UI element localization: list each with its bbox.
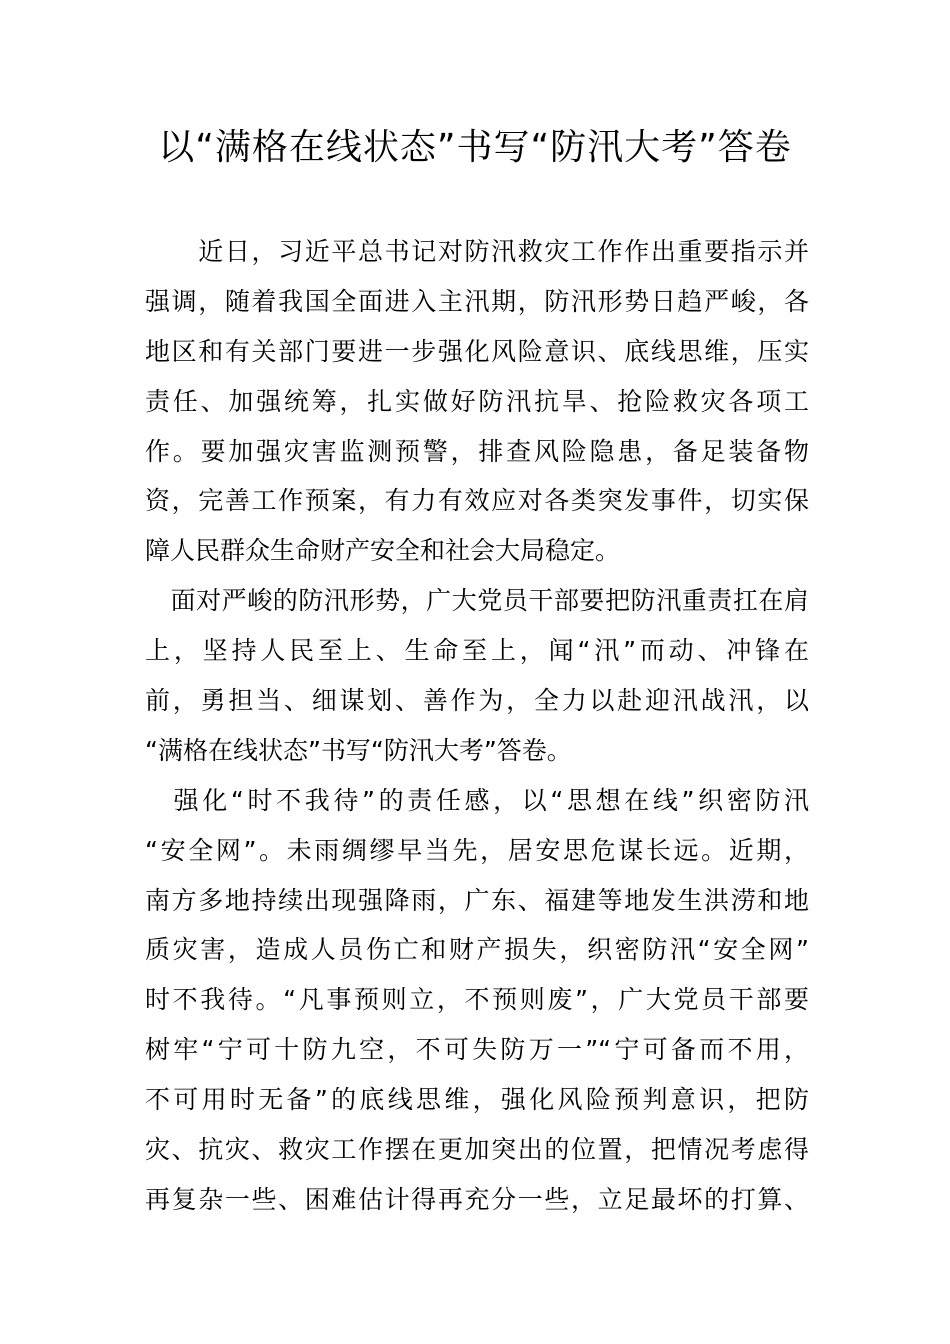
- body-line: “满格在线状态”书写“防汛大考”答卷。: [145, 735, 572, 765]
- body-line: 障人民群众生命财产安全和社会大局稳定。: [145, 536, 621, 566]
- body-line: 强调，随着我国全面进入主汛期，防汛形势日趋严峻，各: [145, 286, 809, 316]
- body-line: 强化“时不我待”的责任感，以“思想在线”织密防汛: [145, 785, 809, 815]
- body-line: 南方多地持续出现强降雨，广东、福建等地发生洪涝和地: [145, 885, 809, 915]
- body-line: “安全网”。未雨绸缪早当先，居安思危谋长远。近期，: [145, 835, 809, 865]
- document-title: 以“满格在线状态”书写“防汛大考”答卷: [158, 127, 792, 168]
- body-line: 时不我待。“凡事预则立，不预则废”，广大党员干部要: [145, 985, 809, 1015]
- body-line: 地区和有关部门要进一步强化风险意识、底线思维，压实: [145, 336, 809, 366]
- body-line: 上，坚持人民至上、生命至上，闻“汛”而动、冲锋在: [145, 636, 809, 666]
- body-line: 面对严峻的防汛形势，广大党员干部要把防汛重责扛在肩: [145, 586, 809, 616]
- body-line: 资，完善工作预案，有力有效应对各类突发事件，切实保: [145, 486, 809, 516]
- body-line: 责任、加强统筹，扎实做好防汛抗旱、抢险救灾各项工: [145, 386, 809, 416]
- body-line: 灾、抗灾、救灾工作摆在更加突出的位置，把情况考虑得: [145, 1135, 809, 1165]
- document-body: [145, 227, 809, 1225]
- body-line: 前，勇担当、细谋划、善作为，全力以赴迎汛战汛，以: [145, 686, 809, 716]
- body-line: 质灾害，造成人员伤亡和财产损失，织密防汛“安全网”: [145, 935, 809, 965]
- body-line: 不可用时无备”的底线思维，强化风险预判意识，把防: [145, 1085, 809, 1115]
- body-line: 树牢“宁可十防九空，不可失防万一”“宁可备而不用，: [145, 1035, 809, 1065]
- body-line: 再复杂一些、困难估计得再充分一些，立足最坏的打算、: [145, 1184, 809, 1214]
- body-line: 近日，习近平总书记对防汛救灾工作作出重要指示并: [145, 237, 809, 266]
- body-line: 作。要加强灾害监测预警，排查风险隐患，备足装备物: [145, 436, 809, 466]
